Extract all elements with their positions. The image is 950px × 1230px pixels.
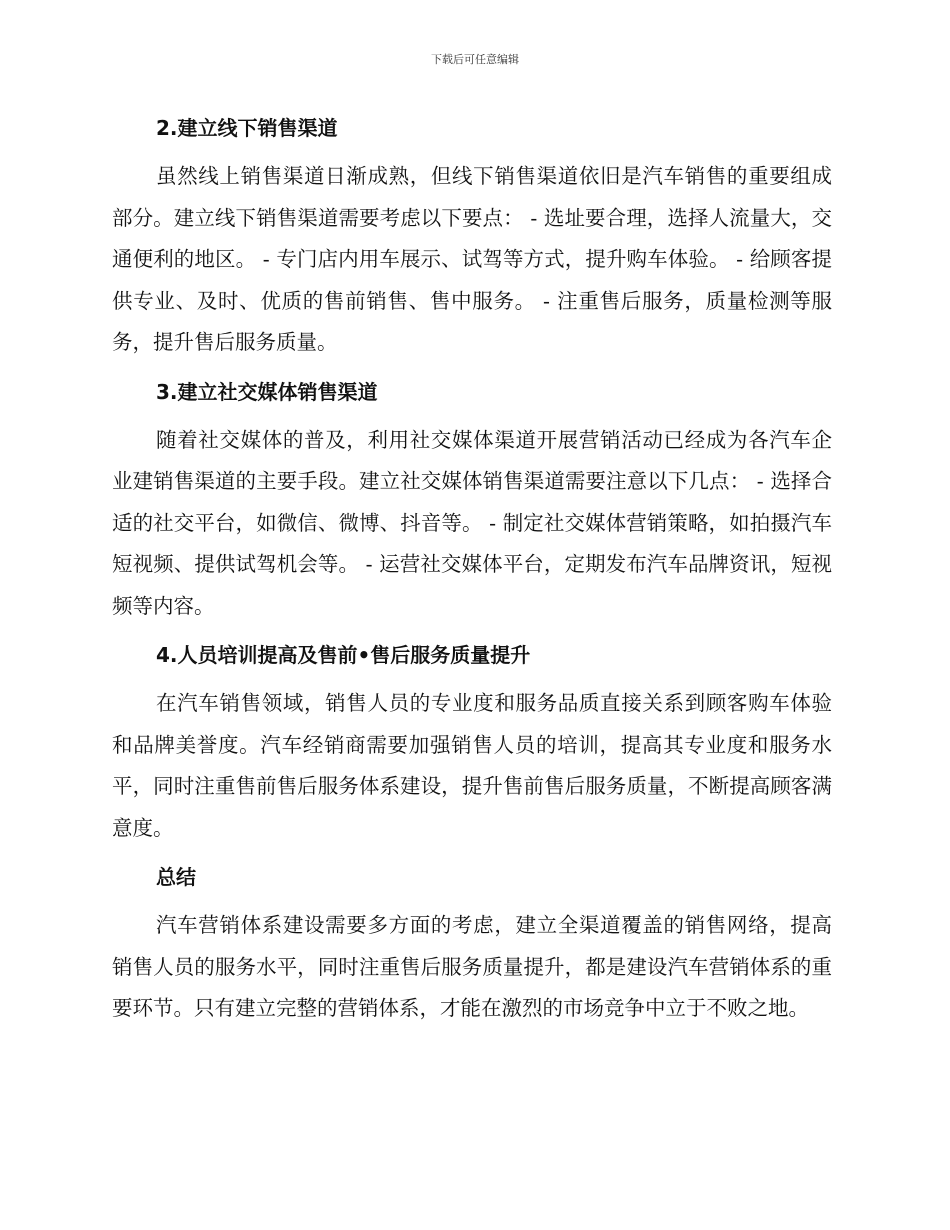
section-heading: 2.建立线下销售渠道: [156, 116, 338, 140]
section-paragraph: 随着社交媒体的普及，利用社交媒体渠道开展营销活动已经成为各汽车企业建销售渠道的主要手段。建立社交媒体销售渠道需要注意以下几点： - 选择合适的社交平台，如微信、微博、抖音等。 - 制定社交媒体营销策略，如拍摄汽车短视频、提供试驾机会等。 - 运营社交媒体平台，定期发布汽车品牌资讯，短视频等内容。: [112, 427, 832, 618]
section-social-media-channel: [112, 372, 832, 628]
section-paragraph: 汽车营销体系建设需要多方面的考虑，建立全渠道覆盖的销售网络，提高销售人员的服务水平，同时注重售后服务质量提升，都是建设汽车营销体系的重要环节。只有建立完整的营销体系，才能在激烈的市场竞争中立于不败之地。: [112, 913, 832, 1020]
page-header: 下载后可任意编辑: [431, 53, 519, 66]
section-paragraph: 虽然线上销售渠道日渐成熟，但线下销售渠道依旧是汽车销售的重要组成部分。建立线下销售渠道需要考虑以下要点： - 选址要合理，选择人流量大，交通便利的地区。 - 专门店内用车展示、试驾等方式，提升购车体验。 - 给顾客提供专业、及时、优质的售前销售、售中服务。 - 注重售后服务，质量检测等服务，提升售后服务质量。: [112, 164, 832, 354]
section-heading: 4.人员培训提高及售前•售后服务质量提升: [156, 643, 531, 667]
section-paragraph: 在汽车销售领域，销售人员的专业度和服务品质直接关系到顾客购车体验和品牌美誉度。汽车经销商需要加强销售人员的培训，提高其专业度和服务水平，同时注重售前售后服务体系建设，提升售前售后服务质量，不断提高顾客满意度。: [112, 691, 832, 840]
document-body: [112, 108, 832, 1038]
section-offline-channel: [112, 108, 832, 364]
section-summary: [112, 857, 832, 1030]
section-staff-training: [112, 635, 832, 849]
section-heading: 总结: [156, 865, 196, 889]
section-heading: 3.建立社交媒体销售渠道: [156, 379, 378, 404]
